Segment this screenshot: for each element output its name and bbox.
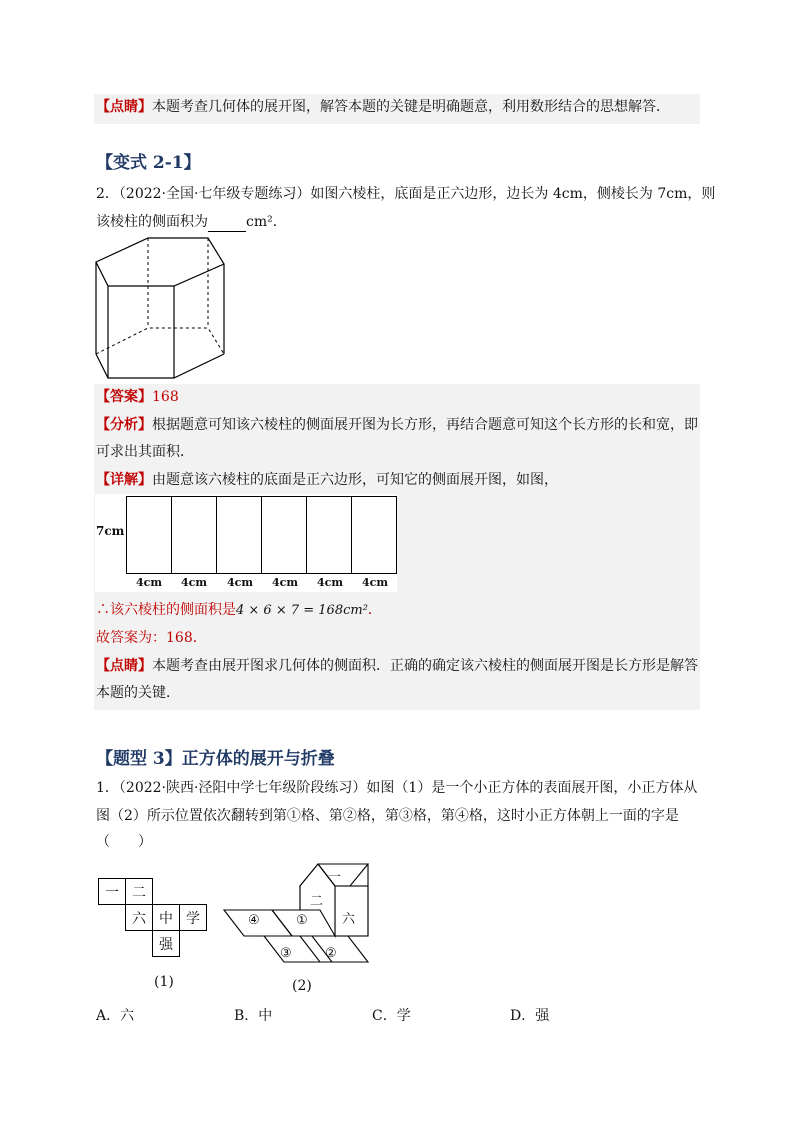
net-width-label: 4cm [136, 576, 162, 589]
net-width-label: 4cm [362, 576, 388, 589]
note-text: 本题考查几何体的展开图，解答本题的关键是明确题意，利用数形结合的思想解答． [152, 99, 670, 115]
q2-line2-pre: 该棱柱的侧面积为 [96, 214, 208, 230]
fig1-caption: (1) [154, 974, 174, 990]
q2-line2 [96, 212, 287, 232]
point2-tag: 【点睛】 [96, 658, 152, 674]
analysis-line1 [96, 415, 698, 435]
net-face [171, 496, 217, 574]
analysis-line2: 可求出其面积． [96, 444, 194, 460]
path-slot: ④ [248, 913, 260, 928]
answer-blank [208, 217, 246, 232]
point2-line2: 本题的关键． [96, 685, 180, 701]
option-c[interactable]: C．学 [372, 1008, 411, 1024]
net-cell: 强 [152, 930, 180, 957]
conclusion-line: 故答案为：168． [96, 630, 207, 646]
net-width-label: 4cm [227, 576, 253, 589]
point2-line1 [96, 656, 698, 676]
type3-heading: 【题型 3】正方体的展开与折叠 [96, 749, 335, 769]
cube-side-face: 六 [342, 912, 356, 927]
q2-line1: 2．（2022·全国·七年级专题练习）如图六棱柱，底面是正六边形，边长为 4cm，侧棱长为 7cm，则 [96, 186, 716, 202]
option-a[interactable]: A．六 [96, 1008, 135, 1024]
q1-line2: 图（2）所示位置依次翻转到第①格、第②格，第③格，第④格，这时小正方体朝上一面的字是 [96, 808, 679, 824]
analysis-text1: 根据题意可知该六棱柱的侧面展开图为长方形，再结合题意可知这个长方形的长和宽，即 [152, 417, 698, 433]
fig2-caption: (2) [292, 978, 312, 994]
detail-text: 由题意该六棱柱的底面是正六边形，可知它的侧面展开图，如图， [152, 472, 558, 488]
q1-line1: 1．（2022·陕西·泾阳中学七年级阶段练习）如图（1）是一个小正方体的表面展开图，小正方体从 [96, 780, 698, 796]
option-d[interactable]: D．强 [510, 1008, 550, 1024]
point2-text1: 本题考查由展开图求几何体的侧面积．正确的确定该六棱柱的侧面展开图是长方形是解答 [152, 658, 698, 674]
path-slot: ② [325, 946, 337, 961]
answer-line [96, 387, 179, 407]
net-width-label: 4cm [181, 576, 207, 589]
top-note [96, 97, 670, 117]
path-slot: ③ [280, 946, 292, 961]
cube-top-face: 一 [328, 870, 342, 885]
calc-line [96, 600, 382, 621]
cube-front-face: 二 [310, 894, 324, 909]
answer-tag: 【答案】 [96, 389, 152, 405]
net-height-label: 7cm [96, 524, 125, 538]
hexagonal-prism-figure [92, 234, 232, 384]
net-cell: 六 [125, 904, 153, 931]
net-face [261, 496, 307, 574]
net-face [351, 496, 397, 574]
net-face [216, 496, 262, 574]
answer-value: 168 [152, 389, 179, 405]
variant-heading: 【变式 2-1】 [96, 153, 201, 173]
net-face [126, 496, 172, 574]
calc-post: ． [367, 602, 382, 618]
q1-line3: （ ） [96, 834, 152, 850]
q2-line2-post: cm²． [246, 214, 287, 230]
net-width-label: 4cm [317, 576, 343, 589]
net-cell: 中 [152, 904, 180, 931]
calc-formula: 4 × 6 × 7 = 168cm² [236, 603, 368, 618]
analysis-tag: 【分析】 [96, 417, 152, 433]
detail-line [96, 470, 558, 490]
net-cell: 二 [125, 878, 153, 905]
net-face [306, 496, 352, 574]
net-width-label: 4cm [272, 576, 298, 589]
option-b[interactable]: B．中 [234, 1008, 273, 1024]
detail-tag: 【详解】 [96, 472, 152, 488]
note-tag: 【点睛】 [96, 99, 152, 115]
net-cell: 一 [98, 878, 126, 905]
path-slot: ① [296, 913, 308, 928]
calc-pre: ∴该六棱柱的侧面积是 [96, 602, 236, 618]
net-cell: 学 [179, 904, 207, 931]
